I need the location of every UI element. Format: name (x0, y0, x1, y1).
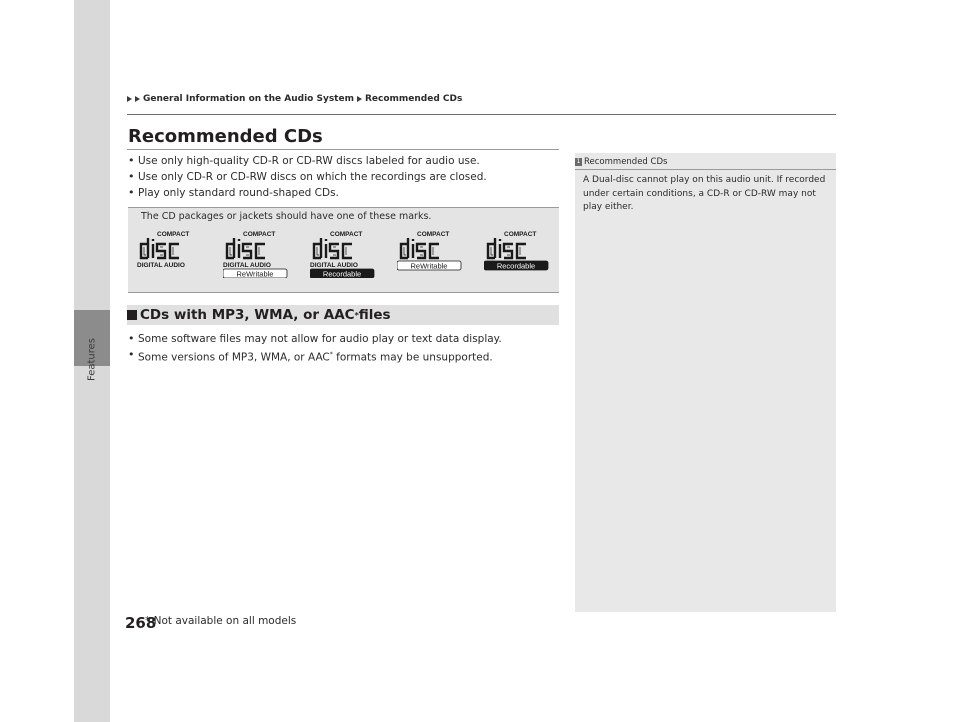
breadcrumb-arrow-icon (135, 96, 140, 102)
recommendation-list (127, 153, 487, 201)
mp3-list (127, 331, 502, 366)
breadcrumb-divider (127, 114, 836, 115)
compact-disc-logo-icon (137, 230, 203, 282)
list-item: • Use only high-quality CD-R or CD-RW discs labeled for audio use. (127, 153, 487, 169)
footnote-marker: * (329, 351, 333, 358)
breadcrumb-arrow-icon (127, 96, 132, 102)
page-number: 268 (125, 614, 157, 632)
section-title-text: CDs with MP3, WMA, or AAC (140, 307, 355, 323)
square-bullet-icon (127, 310, 137, 320)
list-item: • Some software files may not allow for audio play or text data display. (127, 331, 502, 347)
note-title: Recommended CDs (584, 157, 668, 167)
title-divider (127, 149, 559, 150)
svg-text:COMPACT: COMPACT (417, 231, 450, 238)
breadcrumb (127, 94, 462, 104)
breadcrumb-item[interactable]: Recommended CDs (364, 94, 463, 104)
svg-text:DIGITAL AUDIO: DIGITAL AUDIO (310, 262, 358, 269)
compact-disc-logo-icon (484, 230, 550, 282)
note-header (575, 157, 667, 167)
note-text: A Dual-disc cannot play on this audio unit. If recorded under certain conditions, a CD-R or CD-RW may not play either. (583, 175, 826, 212)
compact-disc-logo-icon (397, 230, 463, 282)
side-tab-label: Features (86, 338, 98, 382)
note-divider (575, 169, 836, 170)
list-item: • Play only standard round-shaped CDs. (127, 185, 487, 201)
svg-text:DIGITAL AUDIO: DIGITAL AUDIO (223, 262, 271, 269)
svg-text:Recordable: Recordable (496, 261, 536, 271)
svg-text:COMPACT: COMPACT (504, 231, 537, 238)
footnote-marker: * (354, 310, 359, 320)
cd-marks-caption: The CD packages or jackets should have one of these marks. (141, 211, 432, 222)
compact-disc-logo-icon (310, 230, 376, 282)
svg-text:COMPACT: COMPACT (157, 231, 190, 238)
breadcrumb-arrow-icon (357, 96, 362, 102)
breadcrumb-item[interactable]: General Information on the Audio System (143, 94, 354, 104)
svg-text:Recordable: Recordable (322, 269, 362, 278)
svg-text:ReWritable: ReWritable (410, 261, 448, 271)
note-panel (575, 153, 836, 612)
svg-text:COMPACT: COMPACT (330, 231, 363, 238)
page-title: Recommended CDs (128, 126, 323, 147)
svg-text:DIGITAL AUDIO: DIGITAL AUDIO (137, 262, 185, 269)
list-item: • Use only CD-R or CD-RW discs on which the recordings are closed. (127, 169, 487, 185)
section-title (127, 305, 391, 325)
svg-text:COMPACT: COMPACT (243, 231, 276, 238)
note-number-icon: 1 (576, 158, 581, 165)
list-item-text: formats may be unsupported. (332, 351, 493, 364)
compact-disc-logo-icon (223, 230, 289, 282)
svg-text:ReWritable: ReWritable (236, 269, 274, 278)
footnote: * Not available on all models (145, 615, 297, 627)
list-item-text: Some versions of MP3, WMA, or AAC (138, 351, 330, 364)
list-item (127, 347, 502, 366)
section-title-suffix: files (358, 307, 391, 323)
